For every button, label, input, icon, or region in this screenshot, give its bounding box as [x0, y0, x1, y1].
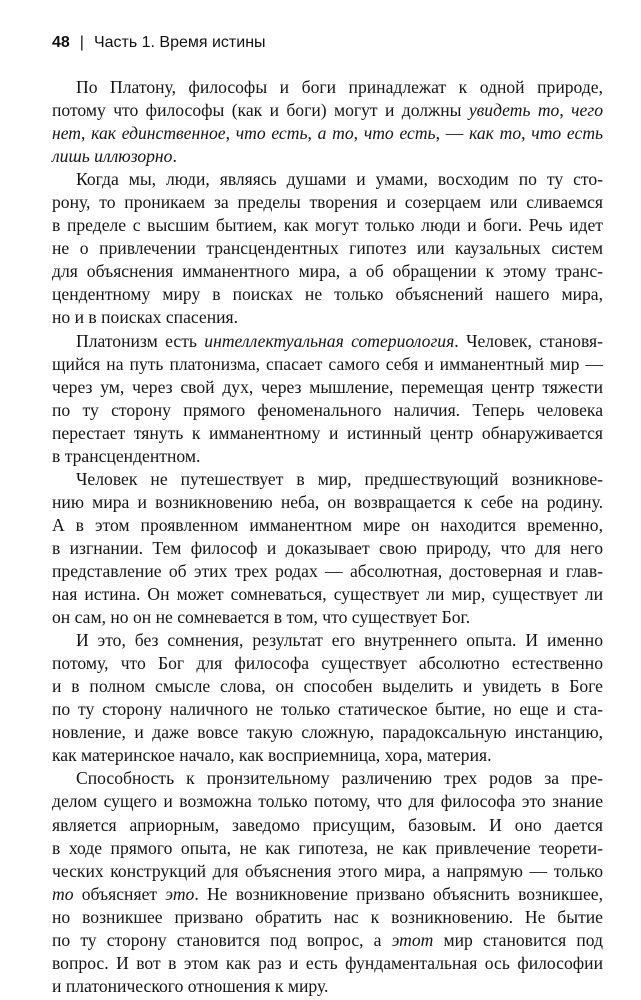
text-line	[52, 122, 603, 145]
text-run: ная истина. Он может сомневаться, существует ли мир, существует ли	[52, 584, 603, 605]
text-run: рону, то проникаем за пределы творения и созерцаем или сливаемся	[52, 192, 603, 213]
text-run: ческих конструкций для объяснения этого мира, а напрямую — только	[52, 860, 603, 881]
text-run: объясняет	[73, 883, 166, 904]
italic-run: нет	[52, 123, 82, 144]
text-run: вопрос. И вот в этом как раз и есть фундаментальная ось философии	[52, 952, 603, 973]
italic-run: то	[52, 883, 74, 904]
text-run: перестает тянуть к имманентному и истинный центр обнаруживается	[52, 422, 603, 443]
text-line	[52, 399, 603, 422]
italic-run: чего	[571, 100, 604, 121]
text-run: как материнское начало, как восприемница, хора, материя.	[52, 745, 492, 766]
paragraph	[52, 76, 603, 168]
text-run: Когда мы, люди, являясь душами и умами, восходим по ту сто-	[76, 169, 603, 190]
text-line	[52, 514, 603, 537]
text-run: . Человек, становя-	[454, 330, 603, 351]
italic-run: что есть	[363, 123, 436, 144]
text-run: по ту сторону прямого феноменального наличия. Теперь человека	[52, 399, 603, 420]
paragraph	[52, 468, 603, 629]
text-line	[52, 468, 603, 491]
text-line	[52, 837, 603, 860]
paragraph	[52, 168, 603, 329]
text-run: и платонического отношения к миру.	[52, 975, 329, 996]
text-line	[52, 214, 603, 237]
text-run: ,	[521, 123, 532, 144]
text-line	[52, 952, 603, 975]
text-run: потому, что Бог для философа существует абсолютно естественно	[52, 653, 603, 674]
text-run: в ходе прямого опыта, не как гипотеза, не как привлечение теорети-	[52, 837, 603, 858]
text-run: . Не возникновение призвано объяснить возникшее,	[194, 883, 603, 904]
text-run: в изгнании. Тем философ и доказывает свою природу, что для него	[52, 537, 603, 558]
text-line	[52, 537, 603, 560]
text-run: делом сущего и возможна только потому, что для философа это знание	[52, 791, 603, 812]
text-run: является априорным, заведомо присущим, базовым. И оно дается	[52, 814, 603, 835]
text-line	[52, 445, 603, 468]
text-run: через ум, через свой дух, через мышление, перемещая центр тяжести	[52, 376, 603, 397]
text-line	[52, 583, 603, 606]
paragraph	[52, 629, 603, 767]
text-line	[52, 145, 603, 168]
text-run: в трансцендентном.	[52, 445, 201, 466]
text-run: И это, без сомнения, результат его внутреннего опыта. И именно	[76, 630, 603, 651]
text-run: по ту сторону наличного не только статическое бытие, но еще и ста-	[52, 699, 603, 720]
text-line	[52, 629, 603, 652]
italic-run: это	[165, 883, 195, 904]
text-line	[52, 260, 603, 283]
text-line	[52, 237, 603, 260]
text-line	[52, 353, 603, 376]
text-line	[52, 860, 603, 883]
text-line	[52, 906, 603, 929]
italic-run: что есть	[235, 123, 308, 144]
italic-run: как единственное	[91, 123, 226, 144]
paragraph	[52, 330, 603, 468]
text-line	[52, 560, 603, 583]
text-run: нию мира и возникновению неба, он возвращается к себе на родину.	[52, 491, 603, 512]
text-line	[52, 606, 603, 629]
text-run: для объяснения имманентного мира, а об обращении к этому транс-	[52, 261, 603, 282]
text-line	[52, 652, 603, 675]
italic-run: что есть	[531, 123, 604, 144]
header-separator: |	[79, 34, 84, 51]
text-line	[52, 376, 603, 399]
text-line	[52, 883, 603, 906]
text-run: потому что философы (как и боги) могут и должны	[52, 100, 469, 121]
text-line	[52, 698, 603, 721]
italic-run: лишь иллюзорно	[52, 146, 173, 167]
text-line	[52, 422, 603, 445]
text-line	[52, 330, 603, 353]
italic-run: как то	[469, 123, 522, 144]
text-line	[52, 76, 603, 99]
text-line	[52, 283, 603, 306]
italic-run: этот	[391, 929, 434, 950]
text-line	[52, 191, 603, 214]
running-title: Часть 1. Время истины	[93, 34, 266, 51]
text-line	[52, 929, 603, 952]
text-run: .	[172, 146, 177, 167]
italic-run: интеллектуальная сотериология	[204, 330, 455, 351]
text-run: , —	[435, 123, 470, 144]
italic-run: а то	[317, 123, 354, 144]
text-run: ,	[225, 123, 236, 144]
text-line	[52, 767, 603, 790]
body-text	[52, 76, 603, 998]
text-line	[52, 790, 603, 813]
text-line	[52, 744, 603, 767]
text-run: в пределе с высшим бытием, как могут только люди и боги. Речь идет	[52, 215, 603, 236]
text-run: мир становится под	[433, 929, 603, 950]
text-run: он сам, но он не сомневается в том, что существует Бог.	[52, 607, 471, 628]
text-line	[52, 306, 603, 329]
text-run: не о привлечении трансцендентных гипотез или каузальных систем	[52, 238, 603, 259]
text-run: ,	[353, 123, 364, 144]
text-line	[52, 99, 603, 122]
text-run: по ту сторону становится под вопрос, а	[52, 929, 392, 950]
text-run: ,	[81, 123, 92, 144]
text-run: Способность к пронзительному различению трех родов за пре-	[76, 768, 603, 789]
text-run: цендентному миру в поисках не только объяснений нашего мира,	[52, 284, 603, 305]
text-run: А в этом проявленном имманентном мире он находится временно,	[52, 514, 603, 535]
text-line	[52, 675, 603, 698]
text-run: Платонизм есть	[76, 330, 205, 351]
text-run: щийся на путь платонизма, спасает самого себя и имманентный мир —	[52, 353, 603, 374]
paragraph	[52, 767, 603, 997]
text-run: но и в поисках спасения.	[52, 307, 239, 328]
running-header	[52, 32, 601, 54]
text-run: ,	[559, 100, 572, 121]
text-run: но возникшее призвано обратить нас к возникновению. Не бытие	[52, 906, 603, 927]
text-line	[52, 491, 603, 514]
text-run: Человек не путешествует в мир, предшествующий возникнове-	[76, 468, 603, 489]
text-line	[52, 975, 603, 998]
text-run: новление, и даже вовсе такую сложную, парадоксальную инстанцию,	[52, 722, 603, 743]
text-line	[52, 168, 603, 191]
text-line	[52, 721, 603, 744]
italic-run: увидеть то	[468, 100, 560, 121]
text-run: и в полном смысле слова, он способен выделить и увидеть в Боге	[52, 676, 603, 697]
text-run: представление об этих трех родах — абсолютная, достоверная и глав-	[52, 560, 603, 581]
text-run: По Платону, философы и боги принадлежат к одной природе,	[76, 77, 603, 97]
text-run: ,	[307, 123, 318, 144]
text-line	[52, 814, 603, 837]
page-number: 48	[52, 34, 70, 51]
